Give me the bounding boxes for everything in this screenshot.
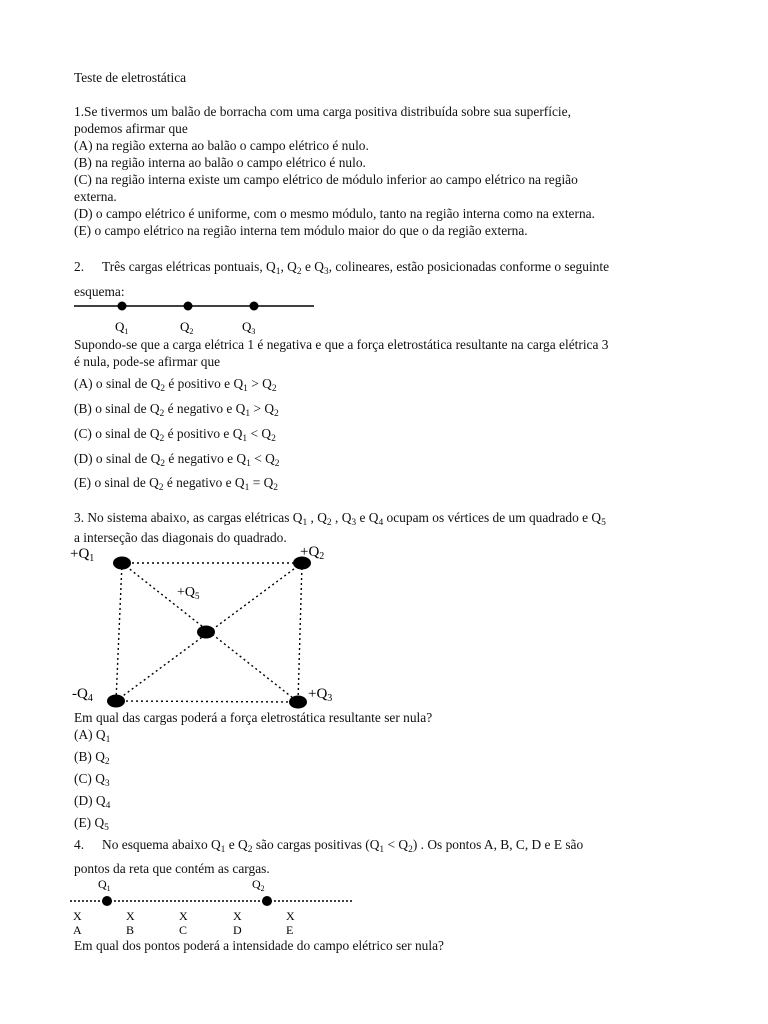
svg-text:+Q5: $+Q_5$: [177, 585, 200, 601]
q3-charge-3-label: +Q: [308, 686, 328, 702]
q3-option-e: (E) $Q_5$: [74, 815, 109, 833]
q3-question: Em qual das cargas poderá a força eletrostática resultante ser nula?: [74, 710, 433, 725]
q3-square-diagram: [66, 538, 366, 714]
q4-point-d-label: D: [233, 923, 242, 937]
q3-option-c: (C) $Q_3$: [74, 771, 110, 789]
q2-option-c: (C) o sinal de $Q_2$ é positivo e $Q_1 < Q_2$: [74, 426, 276, 444]
q3-charge-3-dot: [289, 696, 307, 709]
q2-charge-3-label: Q: [242, 319, 252, 334]
q2-text-line-2: é nula, pode-se afirmar que: [74, 354, 221, 369]
q4-point-b-mark: X: [126, 909, 135, 923]
q2-number: 2.: [74, 259, 85, 274]
q2-text-line-1: Supondo-se que a carga elétrica 1 é negativa e que a força eletrostática resultante na carga elétrica 3: [74, 337, 609, 352]
q4-charge-2-label: Q: [252, 877, 261, 891]
q4-point-c-mark: X: [179, 909, 188, 923]
q1-option-e: (E) o campo elétrico na região interna tem módulo maior do que o da região externa.: [74, 223, 528, 238]
q1-stem-line-1: 1.Se tivermos um balão de borracha com uma carga positiva distribuída sobre sua superfície,: [74, 104, 571, 119]
q1-option-c-line-2: externa.: [74, 189, 117, 204]
q2-option-e: (E) o sinal de $Q_2$ é negativo e $Q_1 = Q_2$: [74, 475, 279, 493]
q1-option-c-line-1: (C) na região interna existe um campo elétrico de módulo inferior ao campo elétrico na região: [74, 172, 578, 187]
q2-charge-2-label: Q: [180, 319, 190, 334]
q2-stem-line-1: 2. Três cargas elétricas pontuais, $Q_1$, $Q_2$ e $Q_3$, colineares, estão posicionadas conforme o seguinte: [74, 259, 610, 277]
q3-option-a: (A) $Q_1$: [74, 727, 111, 745]
svg-text:Q1: $Q_1$: [98, 877, 111, 893]
svg-text:+Q2: $+Q_2$: [300, 544, 325, 562]
q4-charge-1-label: Q: [98, 877, 107, 891]
q2-charge-1-label: Q: [115, 319, 125, 334]
q4-charge-2-dot: [262, 896, 272, 906]
svg-text:Q3: $Q_3$: [242, 319, 256, 336]
svg-text:-Q4: $-Q_4$: [72, 686, 93, 704]
q3-stem-line-2: a interseção das diagonais do quadrado.: [74, 530, 287, 545]
q2-option-a: (A) o sinal de $Q_2$ é positivo e $Q_1 > Q_2$: [74, 376, 277, 394]
q2-option-b: (B) o sinal de $Q_2$ é negativo e $Q_1 > Q_2$: [74, 401, 279, 419]
q4-point-a-label: A: [73, 923, 82, 937]
q4-point-c-label: C: [179, 923, 188, 937]
q4-line-diagram: [66, 874, 366, 937]
svg-text:Q2: $Q_2$: [252, 877, 265, 893]
q3-charge-2-label: +Q: [300, 544, 320, 560]
q4-point-d-mark: X: [233, 909, 242, 923]
q3-charge-5-label: +Q: [177, 585, 196, 600]
q2-option-d: (D) o sinal de $Q_2$ é negativo e $Q_1 < Q_2$: [74, 451, 280, 469]
q4-charge-1-dot: [102, 896, 112, 906]
q1-option-d: (D) o campo elétrico é uniforme, com o mesmo módulo, tanto na região interna como na externa.: [74, 206, 595, 221]
q1-option-a: (A) na região externa ao balão o campo elétrico é nulo.: [74, 138, 369, 153]
q4-stem-line-1: 4. No esquema abaixo $Q_1$ e $Q_2$ são cargas positivas $(Q_1 < Q_2)$ . Os pontos A, B, C, D e E são: [74, 837, 584, 855]
q3-charge-4-dot: [107, 695, 125, 708]
q4-point-a-mark: X: [73, 909, 82, 923]
q2-charge-1-dot: [118, 302, 127, 311]
svg-text:Q2: $Q_2$: [180, 319, 194, 336]
q2-charge-2-dot: [184, 302, 193, 311]
svg-text:+Q3: $+Q_3$: [308, 686, 333, 704]
q4-point-b-label: B: [126, 923, 135, 937]
q4-question: Em qual dos pontos poderá a intensidade do campo elétrico ser nula?: [74, 938, 444, 953]
document-title: Teste de eletrostática: [74, 70, 187, 85]
q3-charge-1-dot: [113, 557, 131, 570]
q4-point-e-label: E: [286, 923, 294, 937]
q2-stem-line-2: esquema:: [74, 284, 125, 299]
q3-option-b: (B) $Q_2$: [74, 749, 110, 767]
q4-point-e-mark: X: [286, 909, 295, 923]
q3-stem-line-1: 3. No sistema abaixo, as cargas elétricas $Q_1$ , $Q_2$ , $Q_3$ e $Q_4$ ocupam os vértices de um quadrado e $Q_5$: [74, 510, 606, 528]
q3-charge-1-label: +Q: [70, 546, 90, 562]
q4-number: 4.: [74, 837, 85, 852]
svg-text:+Q1: $+Q_1$: [70, 546, 95, 564]
svg-text:Q1: $Q_1$: [115, 319, 129, 336]
q2-charges-diagram: [74, 296, 324, 340]
q3-charge-5-dot: [197, 626, 215, 639]
q1-stem-line-2: podemos afirmar que: [74, 121, 188, 136]
q4-stem-line-2: pontos da reta que contém as cargas.: [74, 861, 270, 876]
q1-option-b: (B) na região interna ao balão o campo elétrico é nulo.: [74, 155, 366, 170]
q2-charge-3-dot: [250, 302, 259, 311]
q3-charge-4-label: -Q: [72, 686, 88, 702]
q3-option-d: (D) $Q_4$: [74, 793, 111, 811]
